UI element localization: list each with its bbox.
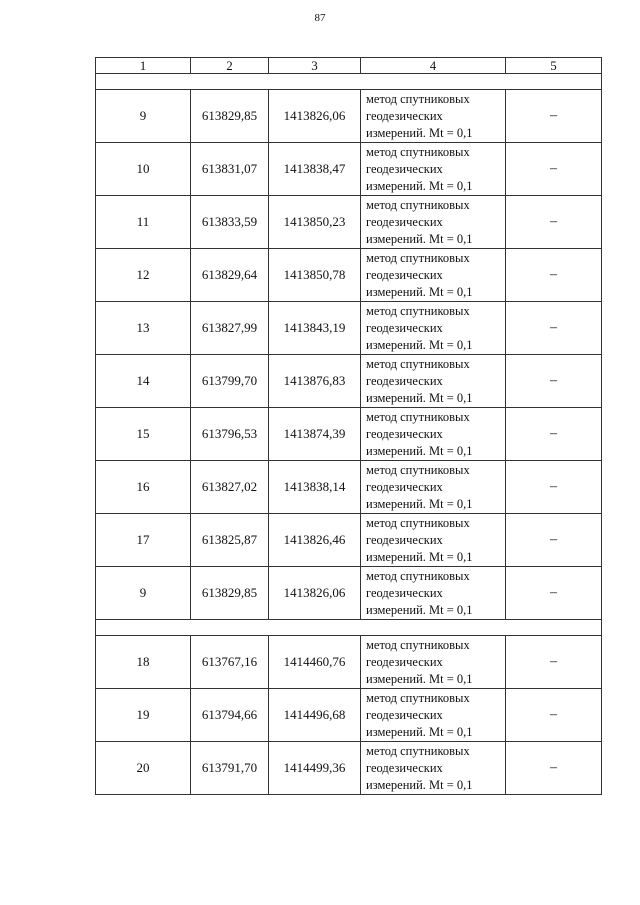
method-line: измерений. Mt = 0,1 [366,777,473,792]
note-cell: – [506,408,602,461]
method-line: метод спутниковых [366,250,470,265]
method-line: измерений. Mt = 0,1 [366,549,473,564]
note-cell: – [506,90,602,143]
method-line: геодезических [366,654,443,669]
y-coordinate-cell: 1413876,83 [269,355,361,408]
method-line: измерений. Mt = 0,1 [366,602,473,617]
method-cell [361,302,506,355]
y-coordinate-cell: 1413843,19 [269,302,361,355]
column-header-3: 3 [269,58,361,74]
y-coordinate-cell: 1413826,46 [269,514,361,567]
table-row [96,636,602,689]
table-row [96,143,602,196]
x-coordinate-cell: 613825,87 [191,514,269,567]
note-cell: – [506,461,602,514]
method-line: метод спутниковых [366,91,470,106]
table-row [96,689,602,742]
note-cell: – [506,302,602,355]
point-number-cell: 10 [96,143,191,196]
note-cell: – [506,689,602,742]
method-cell [361,689,506,742]
method-line: измерений. Mt = 0,1 [366,671,473,686]
method-line: измерений. Mt = 0,1 [366,178,473,193]
method-line: метод спутниковых [366,462,470,477]
note-cell: – [506,636,602,689]
method-line: геодезических [366,532,443,547]
y-coordinate-cell: 1414496,68 [269,689,361,742]
table-row [96,567,602,620]
table-row [96,461,602,514]
x-coordinate-cell: 613799,70 [191,355,269,408]
method-line: измерений. Mt = 0,1 [366,125,473,140]
table-row [96,742,602,795]
x-coordinate-cell: 613827,99 [191,302,269,355]
table-row [96,302,602,355]
group-separator-row [96,74,602,90]
header-row [96,58,602,74]
note-cell: – [506,742,602,795]
method-line: метод спутниковых [366,409,470,424]
note-cell: – [506,355,602,408]
page-number: 87 [314,12,326,24]
method-line: геодезических [366,373,443,388]
point-number-cell: 20 [96,742,191,795]
method-line: метод спутниковых [366,637,470,652]
method-line: геодезических [366,760,443,775]
x-coordinate-cell: 613767,16 [191,636,269,689]
method-line: метод спутниковых [366,197,470,212]
method-cell [361,90,506,143]
point-number-cell: 14 [96,355,191,408]
method-line: геодезических [366,426,443,441]
y-coordinate-cell: 1414499,36 [269,742,361,795]
note-cell: – [506,514,602,567]
note-cell: – [506,249,602,302]
method-line: измерений. Mt = 0,1 [366,390,473,405]
method-cell [361,249,506,302]
x-coordinate-cell: 613829,64 [191,249,269,302]
method-line: метод спутниковых [366,303,470,318]
method-line: измерений. Mt = 0,1 [366,337,473,352]
point-number-cell: 9 [96,90,191,143]
column-header-4: 4 [361,58,506,74]
point-number-cell: 9 [96,567,191,620]
method-line: измерений. Mt = 0,1 [366,724,473,739]
method-cell [361,408,506,461]
method-cell [361,742,506,795]
y-coordinate-cell: 1413874,39 [269,408,361,461]
table-row [96,196,602,249]
note-cell: – [506,143,602,196]
y-coordinate-cell: 1413826,06 [269,567,361,620]
y-coordinate-cell: 1413838,47 [269,143,361,196]
method-cell [361,567,506,620]
table-row [96,514,602,567]
method-line: геодезических [366,161,443,176]
note-cell: – [506,567,602,620]
method-cell [361,461,506,514]
method-cell [361,355,506,408]
point-number-cell: 15 [96,408,191,461]
coordinates-table [95,57,602,795]
method-line: метод спутниковых [366,144,470,159]
table-row [96,249,602,302]
x-coordinate-cell: 613831,07 [191,143,269,196]
point-number-cell: 19 [96,689,191,742]
group-separator-cell [96,74,602,90]
table-row [96,408,602,461]
y-coordinate-cell: 1413850,23 [269,196,361,249]
x-coordinate-cell: 613829,85 [191,90,269,143]
method-line: метод спутниковых [366,515,470,530]
x-coordinate-cell: 613833,59 [191,196,269,249]
point-number-cell: 11 [96,196,191,249]
point-number-cell: 17 [96,514,191,567]
y-coordinate-cell: 1413826,06 [269,90,361,143]
method-line: геодезических [366,267,443,282]
y-coordinate-cell: 1414460,76 [269,636,361,689]
method-cell [361,636,506,689]
column-header-1: 1 [96,58,191,74]
method-cell [361,196,506,249]
point-number-cell: 18 [96,636,191,689]
method-line: метод спутниковых [366,690,470,705]
method-line: измерений. Mt = 0,1 [366,231,473,246]
x-coordinate-cell: 613794,66 [191,689,269,742]
point-number-cell: 13 [96,302,191,355]
column-header-5: 5 [506,58,602,74]
point-number-cell: 12 [96,249,191,302]
method-line: метод спутниковых [366,743,470,758]
method-line: измерений. Mt = 0,1 [366,284,473,299]
note-cell: – [506,196,602,249]
method-line: метод спутниковых [366,356,470,371]
x-coordinate-cell: 613827,02 [191,461,269,514]
method-line: геодезических [366,585,443,600]
method-line: геодезических [366,479,443,494]
method-line: измерений. Mt = 0,1 [366,443,473,458]
table-row [96,355,602,408]
method-line: геодезических [366,108,443,123]
table-row [96,90,602,143]
method-line: метод спутниковых [366,568,470,583]
y-coordinate-cell: 1413838,14 [269,461,361,514]
y-coordinate-cell: 1413850,78 [269,249,361,302]
x-coordinate-cell: 613791,70 [191,742,269,795]
method-line: геодезических [366,214,443,229]
column-header-2: 2 [191,58,269,74]
method-line: измерений. Mt = 0,1 [366,496,473,511]
method-cell [361,514,506,567]
method-cell [361,143,506,196]
group-separator-row [96,620,602,636]
method-line: геодезических [366,707,443,722]
table-body [96,58,602,795]
point-number-cell: 16 [96,461,191,514]
group-separator-cell [96,620,602,636]
x-coordinate-cell: 613796,53 [191,408,269,461]
method-line: геодезических [366,320,443,335]
x-coordinate-cell: 613829,85 [191,567,269,620]
